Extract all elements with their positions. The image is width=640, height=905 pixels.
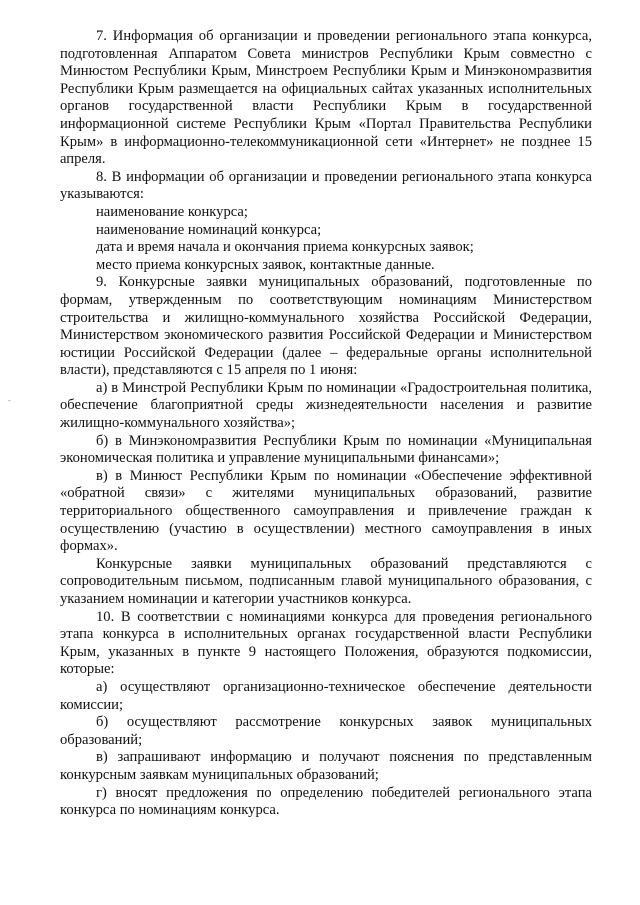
margin-mark: -: [8, 396, 11, 405]
paragraph-9b: б) в Минэкономразвития Республики Крым по номинации «Муниципальная экономическая политика и управление муниципальными финансами»;: [60, 432, 592, 467]
paragraph-8: 8. В информации об организации и проведении регионального этапа конкурса указываются:: [60, 168, 592, 203]
paragraph-9: 9. Конкурсные заявки муниципальных образований, подготовленные по формам, утвержденным по соответствующим номинациям Министерством строительства и жилищно-коммунального хозяйства Российской Федерации, Министерством экономического развития Российской Федерации и Министерством юстиции Российской Федерации (далее – федеральные органы исполнительной власти), представляются с 15 апреля по 1 июня:: [60, 274, 592, 379]
paragraph-9a: а) в Минстрой Республики Крым по номинации «Градостроительная политика, обеспечение благоприятной среды жизнедеятельности населения и развитие жилищно-коммунального хозяйства»;: [60, 379, 592, 432]
list-item: дата и время начала и окончания приема конкурсных заявок;: [96, 239, 474, 256]
paragraph-10: 10. В соответствии с номинациями конкурса для проведения регионального этапа конкурса в исполнительных органах государственной власти Республики Крым, указанных в пункте 9 настоящего Положения, образуются подкомиссии, которые:: [60, 608, 592, 678]
list-item: наименование номинаций конкурса;: [96, 221, 322, 238]
paragraph-10d: г) вносят предложения по определению победителей регионального этапа конкурса по номинациям конкурса.: [60, 784, 592, 819]
paragraph-9c: в) в Минюст Республики Крым по номинации «Обеспечение эффективной «обратной связи» с жителями муниципальных образований, развитие территориального общественного самоуправления и привлечение граждан к осуществлению (участию в осуществлении) местного самоуправления в иных формах».: [60, 467, 592, 555]
paragraph-10b: б) осуществляют рассмотрение конкурсных заявок муниципальных образований;: [60, 714, 592, 748]
paragraph-10a: а) осуществляют организационно-техническое обеспечение деятельности комиссии;: [60, 678, 592, 713]
paragraph-9-submission: Конкурсные заявки муниципальных образований представляются с сопроводительным письмом, подписанным главой муниципального образования, с указанием номинации и категории участников конкурса.: [60, 555, 592, 607]
list-item: место приема конкурсных заявок, контактные данные.: [96, 256, 435, 273]
paragraph-10c: в) запрашивают информацию и получают пояснения по представленным конкурсным заявкам муниципальных образований;: [60, 749, 592, 783]
list-item: наименование конкурса;: [96, 203, 248, 220]
document-body: [60, 28, 592, 820]
paragraph-7: 7. Информация об организации и проведении регионального этапа конкурса, подготовленная Аппаратом Совета министров Республики Крым совместно с Минюстом Республики Крым, Минстроем Республики Крым и Минэкономразвития Республики Крым размещается на официальных сайтах указанных исполнительных органов государственной власти Республики Крым в государственной информационной системе Республики Крым «Портал Правительства Республики Крым» в информационно-телекоммуникационной сети «Интернет» не позднее 15 апреля.: [60, 28, 592, 168]
